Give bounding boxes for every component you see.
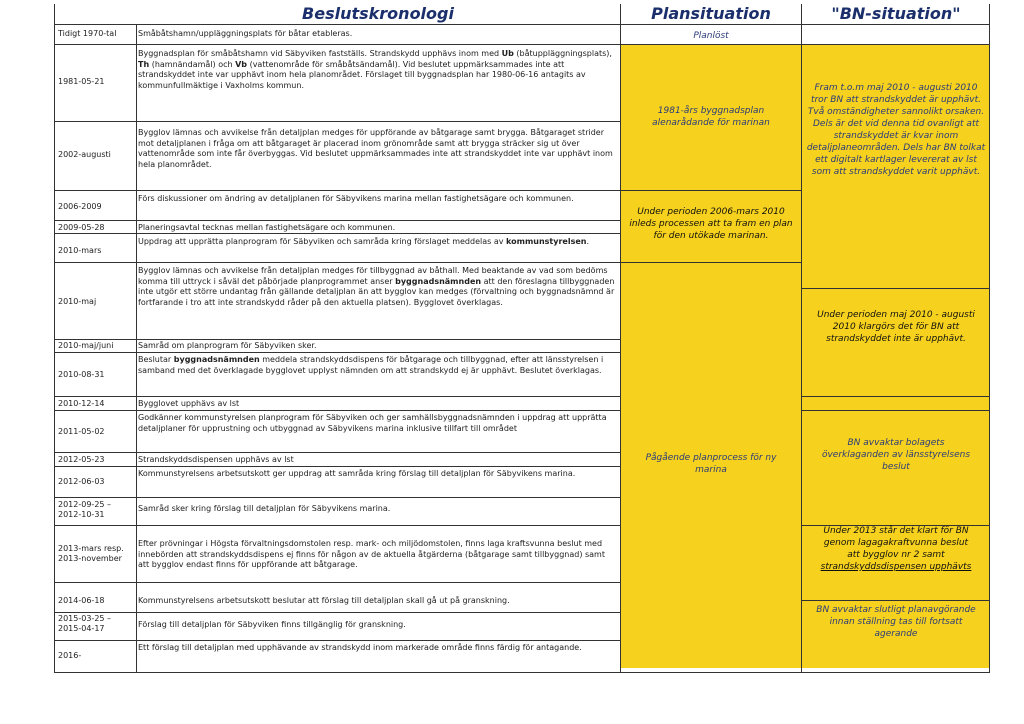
- row-date: Tidigt 1970-tal: [58, 29, 117, 38]
- bn-situation-1: Fram t.o.m maj 2010 - augusti 2010 tror BN att strandskyddet är upphävt. Två omständigheter sannolikt orsaken. Dels är det vid denna tid ovanligt att strandskyddet är kvar inom detaljplaneområden. Dels har BN tolkat ett digitalt kartlager levererat av lst som att strandskyddet varit upphävt.: [806, 83, 986, 177]
- bn-situation-4: Under 2013 står det klart för BN genom lagagakraftvunna beslut att bygglov nr 2 samt strandskyddsdispensen upphävts: [820, 526, 972, 572]
- bn-situation-3: BN avvaktar bolagets överklaganden av länsstyrelsens beslut: [821, 438, 971, 472]
- row-date: 2011-05-02: [58, 427, 105, 436]
- row-text: Beslutar byggnadsnämnden meddela strandskyddsdispens för båtgarage och tillbyggnad, efter att länsstyrelsen i samband med det överklagade bygglovet upplyst nämnden om att strandskydd ej är upphävt. Beslutet överklagas.: [138, 355, 604, 375]
- row-text: Förslag till detaljplan för Säbyviken finns tillgänglig för granskning.: [138, 620, 406, 629]
- row-date: 2015-03-25 – 2015-04-17: [58, 614, 112, 633]
- row-text: Byggnadsplan för småbåtshamn vid Säbyviken fastställs. Strandskydd upphävs inom med Ub (båtuppläggningsplats), Th (hamnändamål) och Vb (vattenområde för småbåtsändamål). Vid beslutet uppmärksammades inte att strandskyddet inte var upphävt inom hela planområdet. Förslaget till byggnadsplan har 1980-06-16 antagits av kommunfullmäktige i Vaxholms kommun.: [138, 49, 612, 90]
- header-bn: "BN-situation": [831, 4, 961, 23]
- row-date: 2016-: [58, 651, 82, 660]
- row-date: 2010-08-31: [58, 370, 105, 379]
- row-date: 2012-05-23: [58, 455, 105, 464]
- row-date: 2014-06-18: [58, 596, 105, 605]
- header-plan: Plansituation: [651, 4, 771, 23]
- row-date: 2012-09-25 – 2012-10-31: [58, 500, 112, 519]
- row-text: Samråd sker kring förslag till detaljplan för Säbyvikens marina.: [138, 504, 391, 513]
- row-date: 2012-06-03: [58, 477, 105, 486]
- plan-yellow-panel: [621, 44, 801, 668]
- plan-1981: 1981-års byggnadsplan alenarådande för marinan: [652, 106, 770, 128]
- row-text: Småbåtshamn/uppläggningsplats för båtar etableras.: [138, 29, 353, 38]
- row-text: Förs diskussioner om ändring av detaljplanen för Säbyvikens marina mellan fastighetsägare och kommunen.: [138, 194, 574, 203]
- row-date: 2010-12-14: [58, 399, 105, 408]
- row-date: 2010-maj/juni: [58, 341, 114, 350]
- row-text: Ett förslag till detaljplan med upphävande av strandskydd inom markerade område finns färdig för antagande.: [138, 643, 582, 652]
- row-date: 2009-05-28: [58, 223, 105, 232]
- row-text: Planeringsavtal tecknas mellan fastighetsägare och kommunen.: [138, 223, 396, 232]
- row-text: Bygglov lämnas och avvikelse från detaljplan medges för tillbyggnad av båthall. Med beaktande av vad som bedöms komma till uttryck i såväl det påbörjade planprogrammet anser byggnadsnämnden att den föreslagna tillbyggnaden inte utgör ett större undantag från gällande detaljplan än att bygglov kan medges (förvaltning och byggnadsnämnd är fortfarande i tro att inte strandskydd råder på den aktuella platsen). Bygglovet överklagas.: [138, 266, 615, 307]
- row-date: 2010-maj: [58, 297, 97, 306]
- header-chronology: Beslutskronologi: [302, 4, 454, 23]
- row-text: Kommunstyrelsens arbetsutskott ger uppdrag att samråda kring förslag till detaljplan för Säbyvikens marina.: [138, 469, 576, 478]
- row-text: Samråd om planprogram för Säbyviken sker.: [138, 341, 317, 350]
- row-text: Strandskyddsdispensen upphävs av lst: [138, 455, 294, 464]
- row-date: 2006-2009: [58, 202, 102, 211]
- plan-2006-2010: Under perioden 2006-mars 2010 inleds processen att ta fram en plan för den utökade marinan.: [629, 207, 793, 241]
- bn-situation-2: Under perioden maj 2010 - augusti 2010 klargörs det för BN att strandskyddet inte är upphävt.: [817, 310, 975, 344]
- bn-situation-5: BN avvaktar slutligt planavgörande innan ställning tas till fortsatt agerande: [816, 605, 976, 639]
- row-date: 2010-mars: [58, 246, 102, 255]
- row-text: Godkänner kommunstyrelsen planprogram för Säbyviken och ger samhällsbyggnadsnämnden i uppdrag att upprätta detaljplaner för upprustning och utbyggnad av Säbyvikens marina inklusive tillfart till området: [138, 413, 607, 433]
- row-text: Uppdrag att upprätta planprogram för Säbyviken och samråda kring förslaget meddelas av kommunstyrelsen.: [138, 237, 590, 246]
- row-text: Bygglov lämnas och avvikelse från detaljplan medges för uppförande av båtgarage samt brygga. Båtgaraget strider mot detaljplanen i fråga om att båtgaraget är placerad inom grönområde samt att brygga sträcker sig ut över vattenområde som inte får överbyggas. Vid beslutet uppmärksammades inte att strandskyddet inte var upphävt inom hela planområdet.: [138, 128, 613, 169]
- row-date: 2002-augusti: [58, 150, 111, 159]
- plan-planlost: Planlöst: [693, 31, 729, 41]
- row-date: 2013-mars resp. 2013-november: [58, 544, 124, 563]
- row-date: 1981-05-21: [58, 77, 105, 86]
- row-text: Bygglovet upphävs av lst: [138, 399, 240, 408]
- row-text: Efter prövningar i Högsta förvaltningsdomstolen resp. mark- och miljödomstolen, finns laga kraftsvunna beslut med innebörden att strandskyddsdispens ej finns för någon av de aktuella åtgärderna (båtgarage samt tillbyggnad) samt att bygglov endast finns för uppförande att båtgarage.: [138, 539, 605, 570]
- row-text: Kommunstyrelsens arbetsutskott beslutar att förslag till detaljplan skall gå ut på granskning.: [138, 596, 510, 605]
- plan-ongoing: Pågående planprocess för ny marina: [645, 453, 777, 475]
